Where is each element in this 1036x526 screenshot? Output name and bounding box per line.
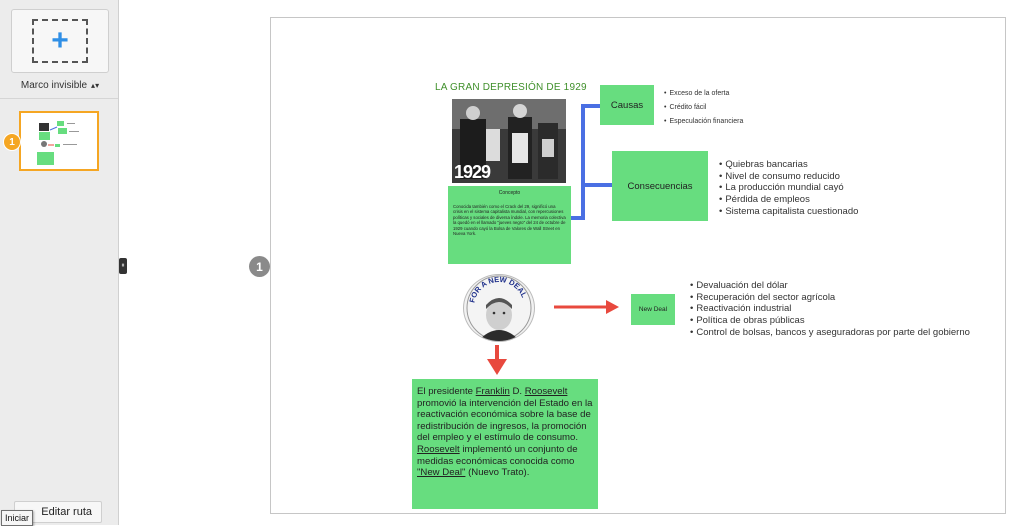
list-item: • Pérdida de empleos [719, 194, 810, 206]
frame-type-label: Marco invisible [20, 80, 88, 91]
list-item: • Quiebras bancarias [719, 159, 808, 170]
consecuencias-box[interactable]: Consecuencias [612, 151, 708, 221]
text-segment: Roosevelt [524, 386, 568, 397]
text-segment: El presidente [417, 386, 476, 397]
page-title: LA GRAN DEPRESIÓN DE 1929 [435, 82, 587, 93]
new-deal-box[interactable]: New Deal [631, 294, 675, 325]
sidebar-collapse-handle[interactable]: ⏸ [119, 258, 127, 274]
frame-number-badge: 1 [3, 133, 21, 151]
consecuencias-list [719, 159, 858, 218]
list-item: • Recuperación del sector agrícola [690, 291, 836, 303]
causas-list [664, 87, 743, 129]
text-segment: Roosevelt [417, 443, 460, 455]
red-arrow-down [487, 345, 507, 375]
concept-title: Concepto [498, 190, 521, 196]
text-segment: (Nuevo Trato). [465, 467, 530, 479]
red-arrow-right [554, 300, 619, 314]
badge-text: FOR A NEW DEAL [467, 275, 529, 304]
fdr-portrait [464, 275, 534, 341]
new-deal-list [690, 280, 970, 339]
plus-icon: + [51, 24, 69, 57]
start-tooltip: Iniciar [1, 510, 33, 526]
concept-body: Conocida también como el Crack del 29, significó una crisis en el sistema capitalista mundial, con repercusiones políticas y sociales de diversa índole. La memoria colectiva la quedó en el llamado "jueves negro" del 24 de octubre de 1929 cuando cayó la Bolsa de Valores de Wall Street en Nueva York. [453, 204, 566, 237]
text-segment: implementó un conjunto de medidas económicas conocida como [417, 443, 578, 467]
photo-1929-image [452, 99, 566, 183]
list-item: • Devaluación del dólar [690, 280, 788, 291]
select-arrows-icon: ▴▾ [91, 81, 100, 90]
text-segment: Franklin [475, 386, 510, 397]
concept-box[interactable] [448, 186, 571, 264]
text-segment: D. [509, 386, 525, 397]
roosevelt-text-box[interactable] [412, 379, 598, 509]
list-item: • Crédito fácil [664, 104, 707, 111]
text-segment: "New Deal" [417, 467, 466, 479]
list-item: • Nivel de consumo reducido [719, 170, 840, 182]
list-item: • Reactivación industrial [690, 303, 792, 315]
path-step-marker[interactable]: 1 [249, 256, 270, 277]
list-item: • Política de obras públicas [690, 315, 805, 327]
causas-box[interactable]: Causas [600, 85, 654, 125]
photo-year-caption: 1929 [454, 162, 491, 182]
list-item: • Sistema capitalista cuestionado [719, 205, 859, 217]
list-item: • La producción mundial cayó [719, 182, 844, 194]
edit-route-button[interactable]: Editar ruta [14, 501, 102, 523]
new-deal-badge-image [463, 274, 535, 342]
list-item: • Especulación financiera [664, 118, 744, 125]
list-item: • Exceso de la oferta [664, 90, 730, 97]
list-item: • Control de bolsas, bancos y aseguradoras por parte del gobierno [690, 326, 970, 338]
text-segment: promovió la intervención del Estado en la reactivación económica sobre la base de redistribución de ingresos, la promoción del empleo y el estímulo de consumo. [417, 397, 593, 444]
